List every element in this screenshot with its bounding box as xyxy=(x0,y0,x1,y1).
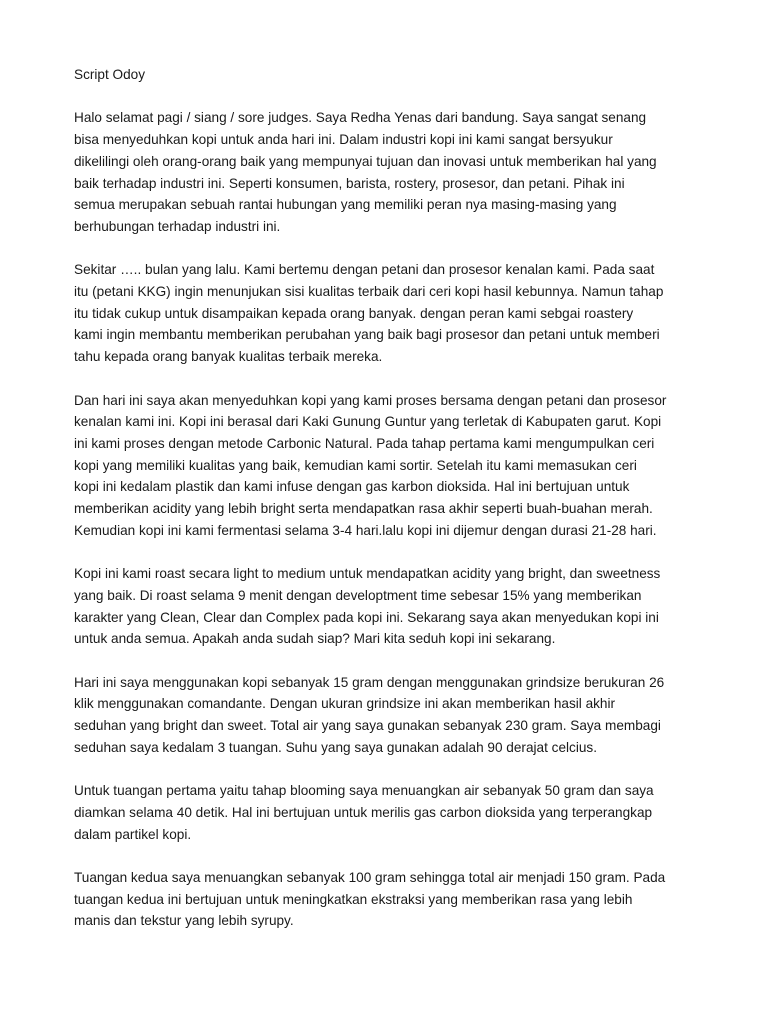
paragraph-line: Kopi ini kami roast secara light to medium untuk mendapatkan acidity yang bright, dan sweetness xyxy=(74,566,661,582)
paragraph-line: seduhan saya kedalam 3 tuangan. Suhu yang saya gunakan adalah 90 derajat celcius. xyxy=(74,739,597,755)
paragraph xyxy=(74,867,704,932)
paragraph-line: tahu kepada orang banyak kualitas terbaik mereka. xyxy=(74,349,383,365)
paragraph-line: baik terhadap industri ini. Seperti konsumen, barista, rostery, prosesor, dan petani. Pihak ini xyxy=(74,175,625,191)
paragraph-line: kenalan kami ini. Kopi ini berasal dari Kaki Gunung Guntur yang terletak di Kabupaten garut. Kopi xyxy=(74,414,662,430)
document-title: Script Odoy xyxy=(74,67,146,82)
paragraph-line: untuk anda semua. Apakah anda sudah siap? Mari kita seduh kopi ini sekarang. xyxy=(74,631,556,647)
paragraph-line: kopi ini kedalam plastik dan kami infuse dengan gas karbon dioksida. Hal ini bertujuan untuk xyxy=(74,479,630,495)
paragraph-line: Halo selamat pagi / siang / sore judges. Saya Redha Yenas dari bandung. Saya sangat senang xyxy=(74,110,647,126)
paragraph xyxy=(74,259,704,368)
paragraph-line: dikelilingi oleh orang-orang baik yang mempunyai tujuan dan inovasi untuk memberikan hal yang xyxy=(74,153,657,169)
paragraph-line: klik menggunakan comandante. Dengan ukuran grindsize ini akan memberikan hasil akhir xyxy=(74,696,616,712)
paragraph-line: kopi yang memiliki kualitas yang baik, kemudian kami sortir. Setelah itu kami memasukan ceri xyxy=(74,457,637,473)
paragraph-line: itu (petani KKG) ingin menunjukan sisi kualitas terbaik dari ceri kopi hasil kebunnya. Namun tahap xyxy=(74,284,664,299)
document-body xyxy=(74,64,704,954)
paragraph xyxy=(74,107,704,237)
paragraph-line: itu tidak cukup untuk disampaikan kepada orang banyak. dengan peran kami sebgai roastery xyxy=(74,305,634,321)
paragraph-line: karakter yang Clean, Clear dan Complex pada kopi ini. Sekarang saya akan menyedukan kopi ini xyxy=(74,609,659,625)
paragraph-line: Dan hari ini saya akan menyeduhkan kopi yang kami proses bersama dengan petani dan prosesor xyxy=(74,392,667,408)
paragraph-list xyxy=(74,107,704,932)
paragraph-line: memberikan acidity yang lebih bright serta mendapatkan rasa akhir seperti buah-buahan merah. xyxy=(74,501,653,517)
paragraph xyxy=(74,563,704,650)
paragraph xyxy=(74,672,704,759)
paragraph xyxy=(74,780,704,845)
paragraph-line: bisa menyeduhkan kopi untuk anda hari ini. Dalam industri kopi ini kami sangat bersyukur xyxy=(74,132,613,148)
paragraph-line: semua merupakan sebuah rantai hubungan yang memiliki peran nya masing-masing yang xyxy=(74,197,617,213)
paragraph-line: yang baik. Di roast selama 9 menit dengan developtment time sebesar 15% yang memberikan xyxy=(74,587,642,603)
paragraph-line: Kemudian kopi ini kami fermentasi selama 3-4 hari.lalu kopi ini dijemur dengan durasi 21-28 hari. xyxy=(74,522,657,538)
paragraph-line: kami ingin membantu memberikan perubahan yang baik bagi prosesor dan petani untuk memberi xyxy=(74,327,660,343)
paragraph-line: diamkan selama 40 detik. Hal ini bertujuan untuk merilis gas carbon dioksida yang terperangkap xyxy=(74,804,653,820)
paragraph-line: ini kami proses dengan metode Carbonic Natural. Pada tahap pertama kami mengumpulkan ceri xyxy=(74,435,655,451)
paragraph-line: berhubungan terhadap industri ini. xyxy=(74,218,281,234)
paragraph-line: seduhan yang bright dan sweet. Total air yang saya gunakan sebanyak 230 gram. Saya membagi xyxy=(74,718,661,734)
paragraph-line: tuangan kedua ini bertujuan untuk meningkatkan ekstraksi yang memberikan rasa yang lebih xyxy=(74,891,633,907)
paragraph-line: Tuangan kedua saya menuangkan sebanyak 100 gram sehingga total air menjadi 150 gram. Pada xyxy=(74,869,666,885)
paragraph-line: Hari ini saya menggunakan kopi sebanyak 15 gram dengan menggunakan grindsize berukuran 26 xyxy=(74,674,665,690)
paragraph-line: dalam partikel kopi. xyxy=(74,826,192,842)
paragraph-line: Untuk tuangan pertama yaitu tahap blooming saya menuangkan air sebanyak 50 gram dan saya xyxy=(74,783,654,799)
paragraph-line: manis dan tekstur yang lebih syrupy. xyxy=(74,913,294,929)
paragraph-line: Sekitar ….. bulan yang lalu. Kami bertemu dengan petani dan prosesor kenalan kami. Pada saat xyxy=(74,262,655,278)
paragraph xyxy=(74,390,704,542)
